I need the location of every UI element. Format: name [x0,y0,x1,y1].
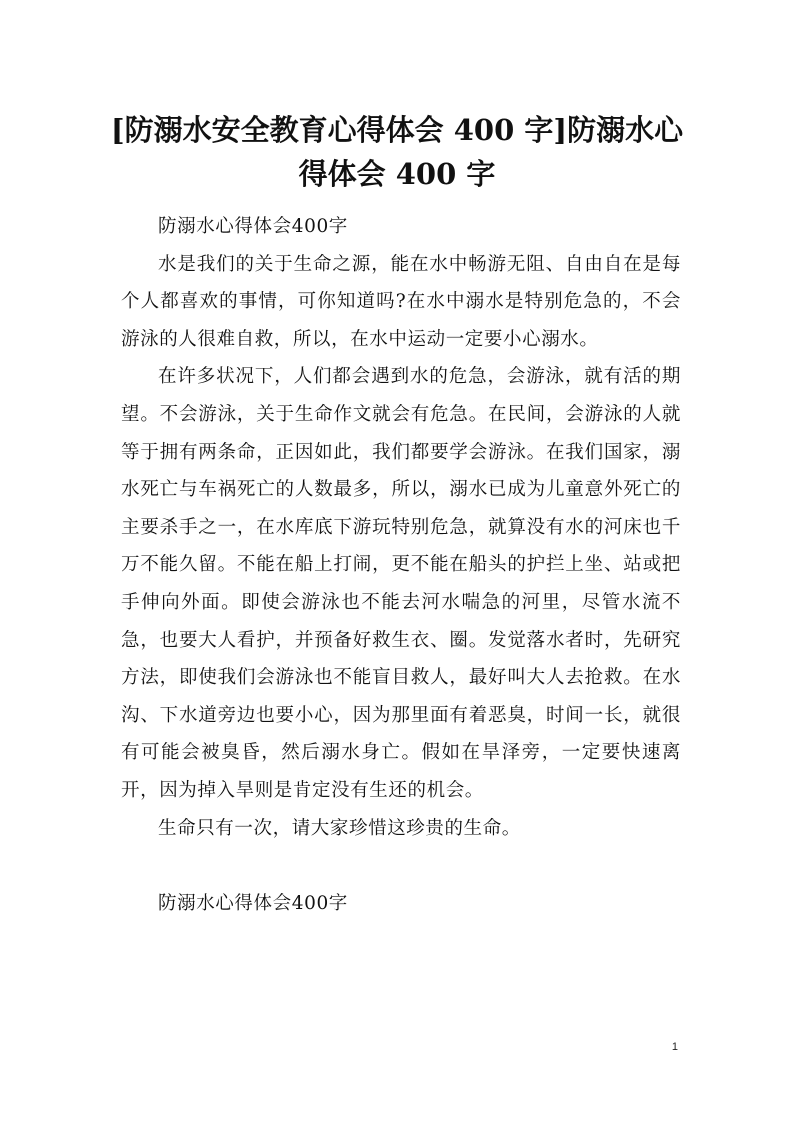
section-heading: 防溺水心得体会400字 [158,892,348,914]
document-body [121,208,681,922]
paragraph: 生命只有一次，请大家珍惜这珍贵的生命。 [158,817,521,839]
paragraph: 在许多状况下，人们都会遇到水的危急，会游泳，就有活的期望。不会游泳，关于生命作文就会有危急。在民间，会游泳的人就等于拥有两条命，正因如此，我们都要学会游泳。在我们国家，溺水死亡与车祸死亡的人数最多，所以，溺水已成为儿童意外死亡的主要杀手之一，在水库底下游玩特别危急，就算没有水的河床也千万不能久留。不能在船上打闹，更不能在船头的护拦上坐、站或把手伸向外面。即使会游泳也不能去河水喘急的河里，尽管水流不急，也要大人看护，并预备好救生衣、圈。发觉落水者时，先研究方法，即使我们会游泳也不能盲目救人，最好叫大人去抢救。在水沟、下水道旁边也要小心，因为那里面有着恶臭，时间一长，就很有可能会被臭昏，然后溺水身亡。假如在旱泽旁，一定要快速离开，因为掉入旱则是肯定没有生还的机会。 [121,366,681,801]
title-line-2: 得体会 400 字 [298,157,496,191]
paragraph: 水是我们的关于生命之源，能在水中畅游无阻、自由自在是每个人都喜欢的事情，可你知道吗?在水中溺水是特别危急的，不会游泳的人很难自救，所以，在水中运动一定要小心溺水。 [121,253,681,350]
section-heading: 防溺水心得体会400字 [158,216,348,237]
document-title [100,108,694,196]
title-line-1: [防溺水安全教育心得体会 400 字]防溺水心 [110,113,684,147]
page-number: 1 [671,1041,678,1053]
blank-line [121,847,681,885]
